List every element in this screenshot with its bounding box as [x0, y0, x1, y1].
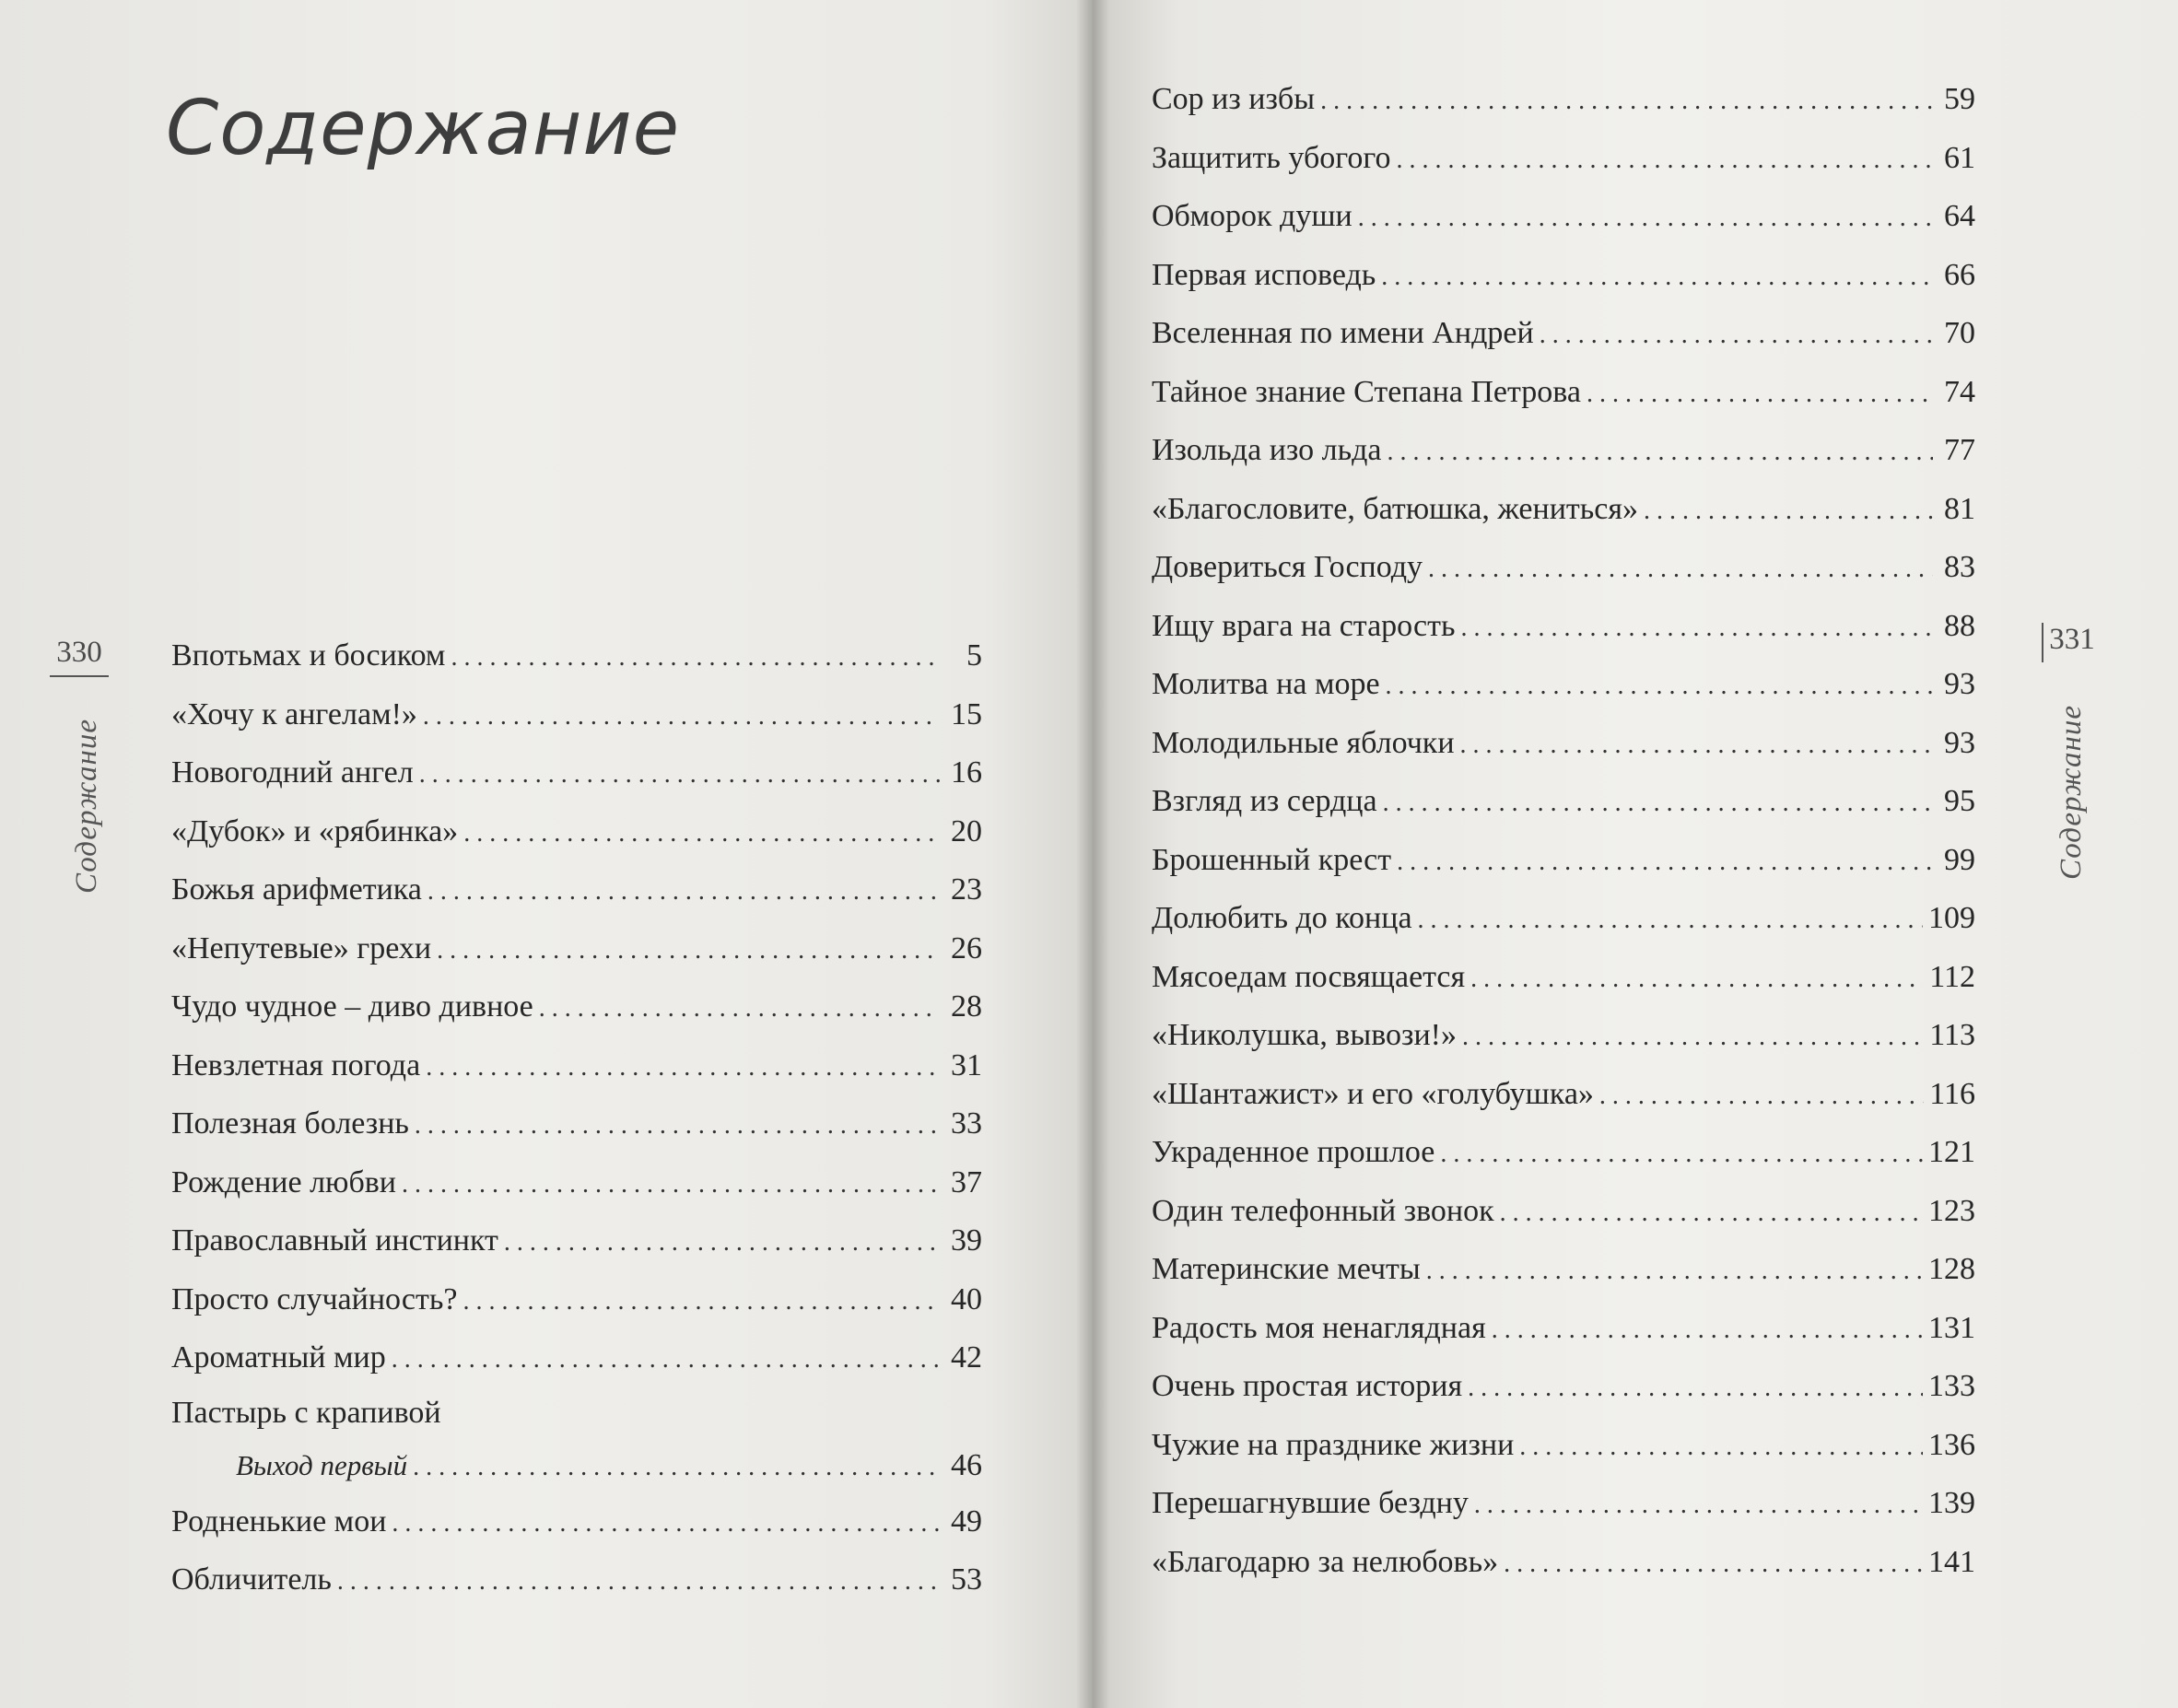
- toc-list-right: [1152, 70, 1975, 1591]
- toc-entry: [1152, 1182, 1975, 1241]
- toc-entry-page: 95: [1944, 784, 1975, 818]
- toc-entry: [1152, 889, 1975, 948]
- toc-entry-title: «Непутевые» грехи: [171, 930, 432, 965]
- toc-entry-page: 133: [1928, 1369, 1975, 1403]
- toc-entry-page: 83: [1944, 550, 1975, 584]
- toc-entry-page: 26: [951, 930, 982, 965]
- toc-leader-dots: [337, 1552, 940, 1611]
- toc-entry-page: 112: [1929, 959, 1975, 994]
- toc-entry-page: 93: [1944, 725, 1975, 760]
- toc-entry-title: Защитить убогого: [1152, 140, 1391, 175]
- toc-entry: [171, 1270, 982, 1329]
- toc-entry-title: Радость моя ненаглядная: [1152, 1310, 1486, 1345]
- toc-entry-page: 15: [951, 696, 982, 731]
- toc-entry-title: Материнские мечты: [1152, 1252, 1421, 1286]
- toc-leader-dots: [1320, 72, 1933, 131]
- toc-entry: [171, 1492, 982, 1551]
- toc-entry-page: 5: [966, 638, 982, 673]
- toc-entry: [171, 977, 982, 1036]
- right-page-number: [2042, 623, 2101, 662]
- toc-leader-dots: [1504, 1535, 1923, 1594]
- toc-entry-title: Божья арифметика: [171, 872, 422, 907]
- toc-entry: [1152, 1065, 1975, 1124]
- book-gutter: [1076, 0, 1109, 1708]
- toc-leader-dots: [1428, 540, 1933, 599]
- toc-leader-dots: [413, 1441, 940, 1494]
- toc-entry-page: 121: [1928, 1135, 1975, 1169]
- toc-entry: [1152, 363, 1975, 422]
- toc-leader-dots: [451, 628, 940, 687]
- toc-leader-dots: [1500, 1184, 1923, 1243]
- toc-entry-title: Долюбить до конца: [1152, 901, 1412, 935]
- toc-leader-dots: [423, 687, 940, 746]
- toc-entry: [1152, 1123, 1975, 1182]
- page-number-label: 330: [50, 636, 109, 677]
- toc-entry-title: «Дубок» и «рябинка»: [171, 813, 459, 848]
- toc-entry-title: Ароматный мир: [171, 1340, 386, 1375]
- toc-leader-dots: [1519, 1418, 1923, 1477]
- toc-entry: [1152, 1357, 1975, 1416]
- toc-entry: [1152, 714, 1975, 773]
- toc-entry: [1152, 129, 1975, 188]
- toc-entry-title: Довериться Господу: [1152, 550, 1423, 584]
- toc-leader-dots: [1397, 833, 1933, 892]
- toc-entry-page: 74: [1944, 374, 1975, 409]
- toc-entry-title: Обличитель: [171, 1562, 332, 1597]
- toc-entry-page: 123: [1928, 1193, 1975, 1228]
- toc-entry-title: Родненькие мои: [171, 1503, 387, 1538]
- toc-entry-page: 20: [951, 813, 982, 848]
- toc-entry-title: Один телефонный звонок: [1152, 1193, 1494, 1228]
- toc-entry: [1152, 304, 1975, 363]
- toc-leader-dots: [1599, 1067, 1924, 1126]
- toc-entry-page: 28: [951, 989, 982, 1024]
- toc-entry-page: 59: [1944, 82, 1975, 116]
- toc-leader-dots: [437, 921, 940, 980]
- toc-entry: [171, 1211, 982, 1270]
- toc-entry-page: 42: [951, 1340, 982, 1375]
- toc-entry-title: Невзлетная погода: [171, 1047, 421, 1082]
- toc-leader-dots: [1644, 482, 1933, 541]
- toc-entry-page: 70: [1944, 316, 1975, 350]
- toc-entry-title: «Николушка, вывози!»: [1152, 1018, 1458, 1052]
- toc-entry: [1152, 187, 1975, 246]
- toc-entry-page: 39: [951, 1223, 982, 1258]
- toc-entry-page: 88: [1944, 608, 1975, 643]
- toc-list-left: [171, 626, 982, 1609]
- toc-entry: [1152, 1299, 1975, 1358]
- toc-leader-dots: [463, 1272, 940, 1331]
- toc-leader-dots: [415, 1096, 940, 1155]
- toc-entry-title: Чужие на празднике жизни: [1152, 1427, 1515, 1462]
- toc-leader-dots: [1470, 950, 1924, 1009]
- toc-entry-title: Молодильные яблочки: [1152, 725, 1455, 760]
- left-page-number: [50, 636, 109, 677]
- toc-entry-title: Ищу врага на старость: [1152, 608, 1456, 643]
- toc-entry: [1152, 70, 1975, 129]
- toc-entry-title: Чудо чудное – диво дивное: [171, 989, 533, 1024]
- toc-entry-title: Сор из избы: [1152, 82, 1316, 116]
- toc-entry-page: 46: [951, 1447, 982, 1482]
- toc-entry-title: «Благодарю за нелюбовь»: [1152, 1544, 1499, 1579]
- toc-entry-title: Православный инстинкт: [171, 1223, 498, 1258]
- toc-leader-dots: [504, 1213, 940, 1272]
- toc-entry-title: Обморок души: [1152, 199, 1352, 233]
- toc-entry: [171, 626, 982, 685]
- toc-entry-title: Брошенный крест: [1152, 842, 1392, 877]
- toc-leader-dots: [1540, 306, 1933, 365]
- toc-subentry: [171, 1439, 982, 1492]
- toc-entry: [171, 1094, 982, 1153]
- toc-leader-dots: [1587, 365, 1933, 424]
- toc-entry: [171, 860, 982, 919]
- toc-entry-title: Просто случайность?: [171, 1281, 458, 1316]
- toc-entry: [1152, 538, 1975, 597]
- toc-entry: [1152, 1533, 1975, 1592]
- toc-entry-page: 128: [1928, 1252, 1975, 1286]
- toc-entry: [1152, 1416, 1975, 1475]
- left-running-head: Содержание: [70, 718, 103, 894]
- right-running-head: Содержание: [2055, 704, 2088, 880]
- toc-leader-dots: [402, 1155, 940, 1214]
- toc-entry: [171, 1387, 982, 1439]
- toc-entry-title: Очень простая история: [1152, 1369, 1463, 1403]
- toc-leader-dots: [1358, 189, 1933, 248]
- toc-entry: [1152, 1474, 1975, 1533]
- toc-entry: [171, 1328, 982, 1387]
- toc-leader-dots: [539, 979, 940, 1038]
- toc-entry: [171, 802, 982, 861]
- toc-entry: [1152, 480, 1975, 539]
- toc-entry-page: 64: [1944, 199, 1975, 233]
- toc-leader-dots: [1460, 599, 1933, 658]
- toc-entry-page: 93: [1944, 667, 1975, 701]
- toc-leader-dots: [419, 745, 940, 804]
- toc-entry: [171, 1153, 982, 1212]
- toc-entry-title: «Хочу к ангелам!»: [171, 696, 417, 731]
- toc-leader-dots: [1440, 1125, 1923, 1184]
- toc-entry-page: 113: [1929, 1018, 1975, 1052]
- toc-leader-dots: [1381, 248, 1933, 307]
- toc-entry: [1152, 948, 1975, 1007]
- toc-entry: [1152, 421, 1975, 480]
- toc-entry-page: 141: [1928, 1544, 1975, 1579]
- toc-entry-title: Перешагнувшие бездну: [1152, 1486, 1469, 1520]
- toc-leader-dots: [1388, 423, 1934, 482]
- page-number-label: 331: [2042, 623, 2101, 662]
- toc-leader-dots: [1460, 716, 1933, 775]
- toc-entry-page: 66: [1944, 257, 1975, 292]
- toc-entry-title: Изольда изо льда: [1152, 433, 1382, 467]
- toc-entry-title: Выход первый: [236, 1448, 408, 1481]
- toc-entry-page: 139: [1928, 1486, 1975, 1520]
- toc-leader-dots: [1383, 774, 1933, 833]
- toc-entry-page: 16: [951, 755, 982, 790]
- toc-entry: [171, 919, 982, 978]
- toc-entry-title: Новогодний ангел: [171, 755, 414, 790]
- page-title: Содержание: [166, 85, 681, 172]
- toc-entry-page: 40: [951, 1281, 982, 1316]
- toc-entry-page: 116: [1929, 1076, 1975, 1111]
- toc-entry-title: Тайное знание Степана Петрова: [1152, 374, 1581, 409]
- toc-entry: [171, 743, 982, 802]
- toc-leader-dots: [392, 1494, 940, 1553]
- toc-entry: [1152, 246, 1975, 305]
- toc-entry-page: 53: [951, 1562, 982, 1597]
- toc-entry-title: Молитва на море: [1152, 667, 1380, 701]
- toc-entry-title: Впотьмах и босиком: [171, 638, 446, 673]
- toc-entry-title: Пастырь с крапивой: [171, 1395, 441, 1430]
- toc-entry-page: 81: [1944, 491, 1975, 526]
- toc-leader-dots: [1426, 1242, 1923, 1301]
- toc-leader-dots: [1386, 657, 1933, 716]
- toc-entry-page: 37: [951, 1164, 982, 1199]
- toc-entry: [1152, 772, 1975, 831]
- toc-entry-title: Мясоедам посвящается: [1152, 959, 1466, 994]
- toc-entry: [1152, 1240, 1975, 1299]
- toc-entry-page: 99: [1944, 842, 1975, 877]
- toc-entry-title: Взгляд из сердца: [1152, 784, 1377, 818]
- toc-entry: [171, 1550, 982, 1609]
- toc-entry: [1152, 655, 1975, 714]
- toc-entry: [1152, 831, 1975, 890]
- toc-entry-page: 31: [951, 1047, 982, 1082]
- toc-entry-title: Вселенная по имени Андрей: [1152, 316, 1534, 350]
- toc-entry-title: «Шантажист» и его «голубушка»: [1152, 1076, 1594, 1111]
- toc-entry-page: 61: [1944, 140, 1975, 175]
- toc-leader-dots: [426, 1038, 940, 1097]
- toc-entry-page: 33: [951, 1106, 982, 1141]
- toc-leader-dots: [1492, 1301, 1923, 1360]
- toc-entry: [171, 685, 982, 744]
- toc-leader-dots: [1468, 1359, 1923, 1418]
- toc-leader-dots: [1418, 891, 1923, 950]
- toc-entry-title: Полезная болезнь: [171, 1106, 409, 1141]
- toc-leader-dots: [463, 804, 940, 863]
- toc-entry-page: 109: [1928, 901, 1975, 935]
- toc-leader-dots: [427, 862, 940, 921]
- toc-entry-title: Украденное прошлое: [1152, 1135, 1435, 1169]
- toc-entry-page: 49: [951, 1503, 982, 1538]
- toc-leader-dots: [392, 1330, 940, 1389]
- toc-entry-page: 77: [1944, 433, 1975, 467]
- toc-entry-title: Первая исповедь: [1152, 257, 1376, 292]
- toc-leader-dots: [1462, 1008, 1924, 1067]
- toc-entry-page: 136: [1928, 1427, 1975, 1462]
- toc-entry: [1152, 1006, 1975, 1065]
- toc-leader-dots: [1396, 131, 1933, 190]
- toc-entry-page: 23: [951, 872, 982, 907]
- toc-entry-title: Рождение любви: [171, 1164, 396, 1199]
- toc-entry-page: 131: [1928, 1310, 1975, 1345]
- toc-entry: [1152, 597, 1975, 656]
- toc-leader-dots: [1474, 1476, 1923, 1535]
- toc-entry-title: «Благословите, батюшка, жениться»: [1152, 491, 1638, 526]
- toc-entry: [171, 1036, 982, 1095]
